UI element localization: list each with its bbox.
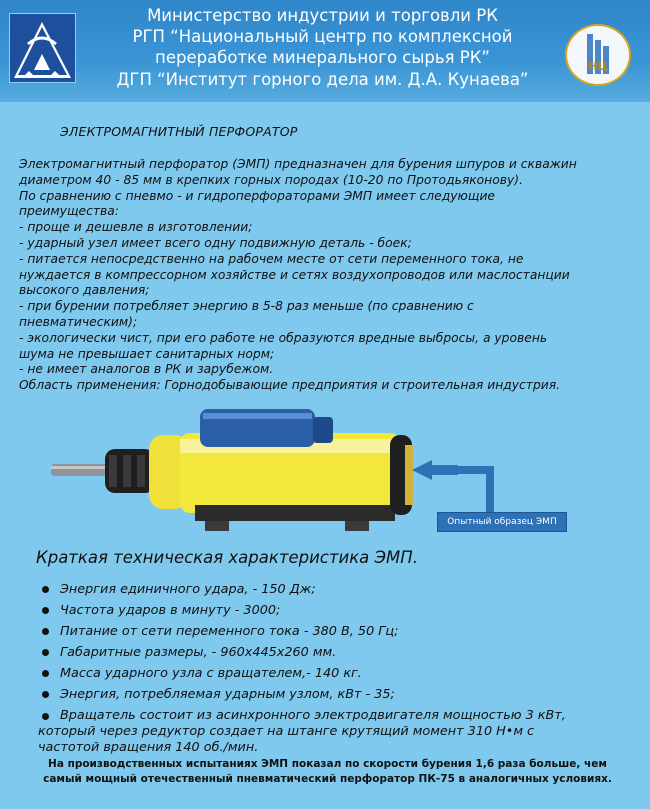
- spec-item-text: Частота ударов в минуту - 3000;: [60, 603, 281, 618]
- description-line: преимущества:: [19, 204, 119, 219]
- description-line: По сравнению с пневмо - и гидроперфораторами ЭМП имеет следующие: [19, 188, 495, 203]
- description-paragraph: [19, 157, 629, 394]
- center-logo-icon: [565, 24, 631, 86]
- perforator-photo: [45, 405, 440, 555]
- advantage-item: - не имеет аналогов в РК и зарубежом.: [19, 362, 274, 377]
- center-logo-text: НЦ: [588, 60, 608, 73]
- bullet-icon: [42, 628, 49, 635]
- callout-arrow-icon: [410, 458, 550, 518]
- description-line: Электромагнитный перфоратор (ЭМП) предназначен для бурения шпуров и скважин: [19, 157, 577, 171]
- bullet-icon: [42, 586, 49, 593]
- advantage-item: - питается непосредственно на рабочем месте от сети переменного тока, не: [19, 251, 524, 266]
- advantage-item: - ударный узел имеет всего одну подвижную деталь - боек;: [19, 235, 412, 250]
- spec-item: [38, 579, 628, 600]
- spec-item-text: Питание от сети переменного тока - 380 В, 50 Гц;: [60, 624, 399, 639]
- spec-item: [38, 642, 628, 663]
- footer-line: На производственных испытаниях ЭМП показал по скорости бурения 1,6 раза больше, чем: [48, 758, 607, 770]
- spec-item: [38, 621, 628, 642]
- advantage-item: - проще и дешевле в изготовлении;: [19, 220, 253, 235]
- spec-item-text: Энергия, потребляемая ударным узлом, кВт - 35;: [60, 687, 395, 702]
- spec-item-text: Энергия единичного удара, - 150 Дж;: [60, 582, 316, 597]
- bullet-icon: [42, 649, 49, 656]
- application-area: Область применения: Горнодобывающие предприятия и строительная индустрия.: [19, 378, 561, 393]
- spec-item-text: Вращатель состоит из асинхронного электродвигателя мощностью 3 кВт,: [60, 708, 566, 723]
- bullet-icon: [42, 713, 49, 720]
- spec-item: [38, 663, 628, 684]
- bullet-icon: [42, 670, 49, 677]
- header-line-institute: ДГП “Институт горного дела им. Д.А. Кунаева”: [116, 70, 529, 89]
- header-line-center: РГП “Национальный центр по комплексной: [132, 27, 513, 46]
- advantage-item: - при бурении потребляет энергию в 5-8 раз меньше (по сравнению с: [19, 299, 474, 314]
- spec-item: [38, 600, 628, 621]
- footer-note: [40, 757, 615, 787]
- advantage-item: - экологически чист, при его работе не образуются вредные выбросы, а уровень: [19, 330, 548, 345]
- spec-item: [38, 705, 628, 756]
- spec-list: [38, 579, 628, 756]
- bullet-icon: [42, 607, 49, 614]
- description-line: диаметром 40 - 85 мм в крепких горных породах (10-20 по Протодьяконову).: [19, 172, 523, 187]
- ministry-logo-icon: [9, 13, 76, 83]
- spec-item-text: который через редуктор создает на штанге крутящий момент 310 Н•м с: [38, 724, 535, 739]
- spec-item: [38, 684, 628, 705]
- photo-caption: Опытный образец ЭМП: [437, 512, 567, 532]
- spec-item-text: Габаритные размеры, - 960х445х260 мм.: [60, 645, 337, 660]
- advantage-item-cont: пневматическим);: [19, 314, 138, 329]
- advantage-item-cont: высокого давления;: [19, 283, 150, 298]
- advantage-item-cont: нуждается в компрессорном хозяйстве и сетях воздухопроводов или маслостанции: [19, 267, 570, 282]
- spec-item-text: Масса ударного узла с вращателем,- 140 кг.: [60, 666, 362, 681]
- header-banner: [0, 0, 650, 102]
- advantage-item-cont: шума не превышает санитарных норм;: [19, 346, 275, 361]
- document-title: ЭЛЕКТРОМАГНИТНЫЙ ПЕРФОРАТОР: [60, 124, 298, 139]
- header-line-center-cont: переработке минерального сырья РК”: [155, 48, 490, 67]
- bullet-icon: [42, 691, 49, 698]
- footer-line: самый мощный отечественный пневматический перфоратор ПК-75 в аналогичных условиях.: [43, 773, 612, 785]
- header-line-ministry: Министерство индустрии и торговли РК: [147, 6, 498, 25]
- spec-item-text: частотой вращения 140 об./мин.: [38, 740, 259, 755]
- spec-title: Краткая техническая характеристика ЭМП.: [36, 548, 418, 567]
